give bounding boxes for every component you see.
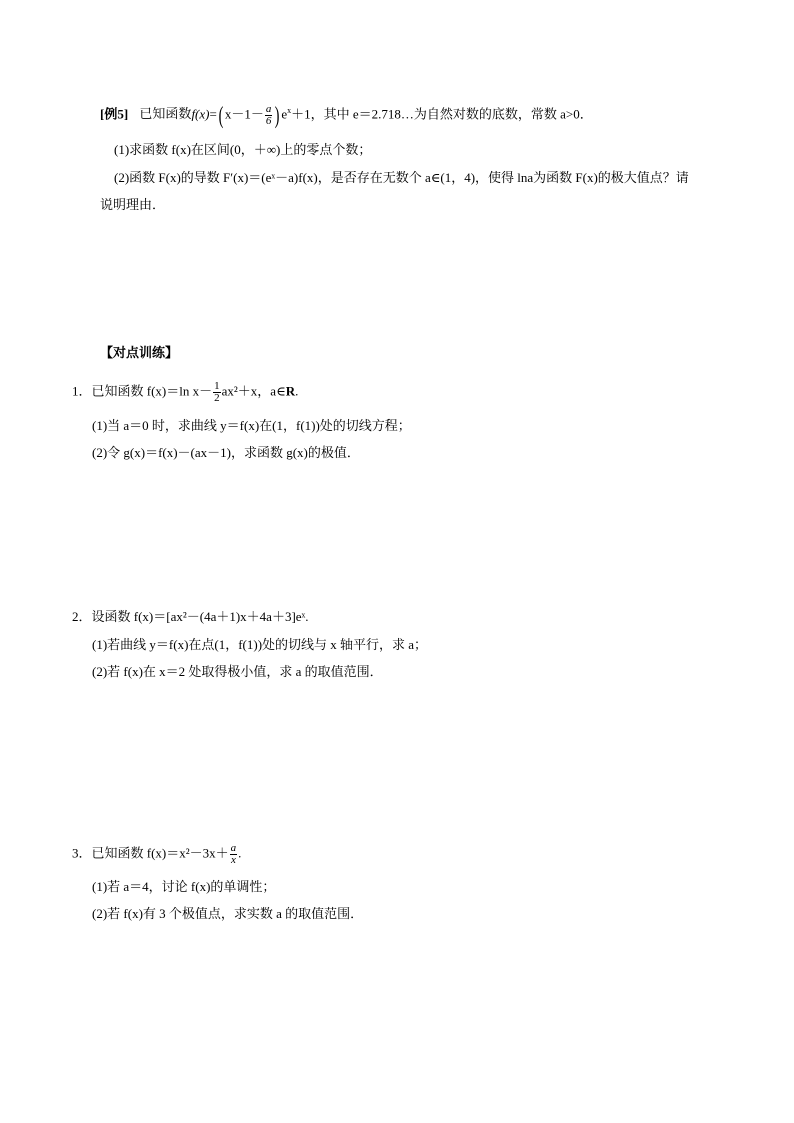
- problem1-q2: (2)令 g(x)＝f(x)－(ax－1)，求函数 g(x)的极值．: [92, 445, 360, 460]
- problem2-q1: (1)若曲线 y＝f(x)在点(1，f(1))处的切线与 x 轴平行，求 a；: [92, 637, 428, 652]
- example5-tag: [例5]: [100, 106, 129, 122]
- example5-intro: 已知函数: [139, 106, 192, 122]
- example5-fraction: [265, 104, 273, 127]
- problem2-q2: (2)若 f(x)在 x＝2 处取得极小值，求 a 的取值范围．: [92, 664, 383, 679]
- problem1-frac-den: 2: [214, 392, 220, 404]
- problem3-fraction: [230, 843, 238, 866]
- problem1-q1: (1)当 a＝0 时，求曲线 y＝f(x)在(1，f(1))处的切线方程；: [92, 418, 411, 433]
- problem1-set: R: [285, 383, 296, 399]
- right-paren: ): [274, 102, 280, 129]
- problem1-text-b: ax²＋x，a∈: [221, 383, 286, 399]
- problem3-frac-den: x: [230, 854, 236, 866]
- example5-exp-base: e: [281, 106, 288, 122]
- example5-frac-den: 6: [265, 115, 272, 127]
- example5-q2: (2)函数 F(x)的导数 F′(x)＝(eˣ－a)f(x)，是否存在无数个 a∈(1，4)，使得 lna为函数 F(x)的极大值点？请: [114, 170, 689, 185]
- problem2-num: 2．: [72, 609, 92, 624]
- problem3-q1: (1)若 a＝4，讨论 f(x)的单调性；: [92, 879, 276, 894]
- problem3-num: 3．: [72, 845, 92, 861]
- problem3-q2: (2)若 f(x)有 3 个极值点，求实数 a 的取值范围．: [92, 906, 364, 921]
- example5-eq: =: [209, 106, 217, 122]
- example5-frac-num: a: [265, 103, 272, 115]
- problem1-text-a: 已知函数 f(x)＝ln x－: [91, 383, 213, 399]
- problem1-statement: [72, 381, 298, 404]
- problem2-text: 设函数 f(x)＝[ax²－(4a＋1)x＋4a＋3]eˣ.: [91, 609, 309, 624]
- problem3-statement: [72, 843, 241, 866]
- problem3-text-b: .: [238, 845, 242, 861]
- example5-exp-sup: x: [287, 106, 292, 116]
- training-header: 【对点训练】: [100, 345, 179, 360]
- problem2-statement: [72, 608, 309, 626]
- example5-q1: (1)求函数 f(x)在区间(0，＋∞)上的零点个数；: [114, 142, 372, 157]
- example5-func-lhs: f(x): [191, 106, 210, 122]
- example5-tail: ＋1，其中 e＝2.718…为自然对数的底数，常数 a>0．: [291, 106, 593, 122]
- problem1-frac-num: 1: [214, 380, 220, 392]
- problem3-text-a: 已知函数 f(x)＝x²－3x＋: [91, 845, 229, 861]
- problem1-fraction: [213, 381, 221, 404]
- left-paren: (: [218, 102, 224, 129]
- example5-paren-inner: x－1－: [224, 106, 264, 122]
- example5-statement: [100, 104, 593, 127]
- problem3-frac-num: a: [230, 842, 237, 854]
- example5-q2-cont: 说明理由．: [100, 197, 166, 212]
- problem1-num: 1．: [72, 383, 92, 399]
- problem1-text-c: .: [295, 383, 299, 399]
